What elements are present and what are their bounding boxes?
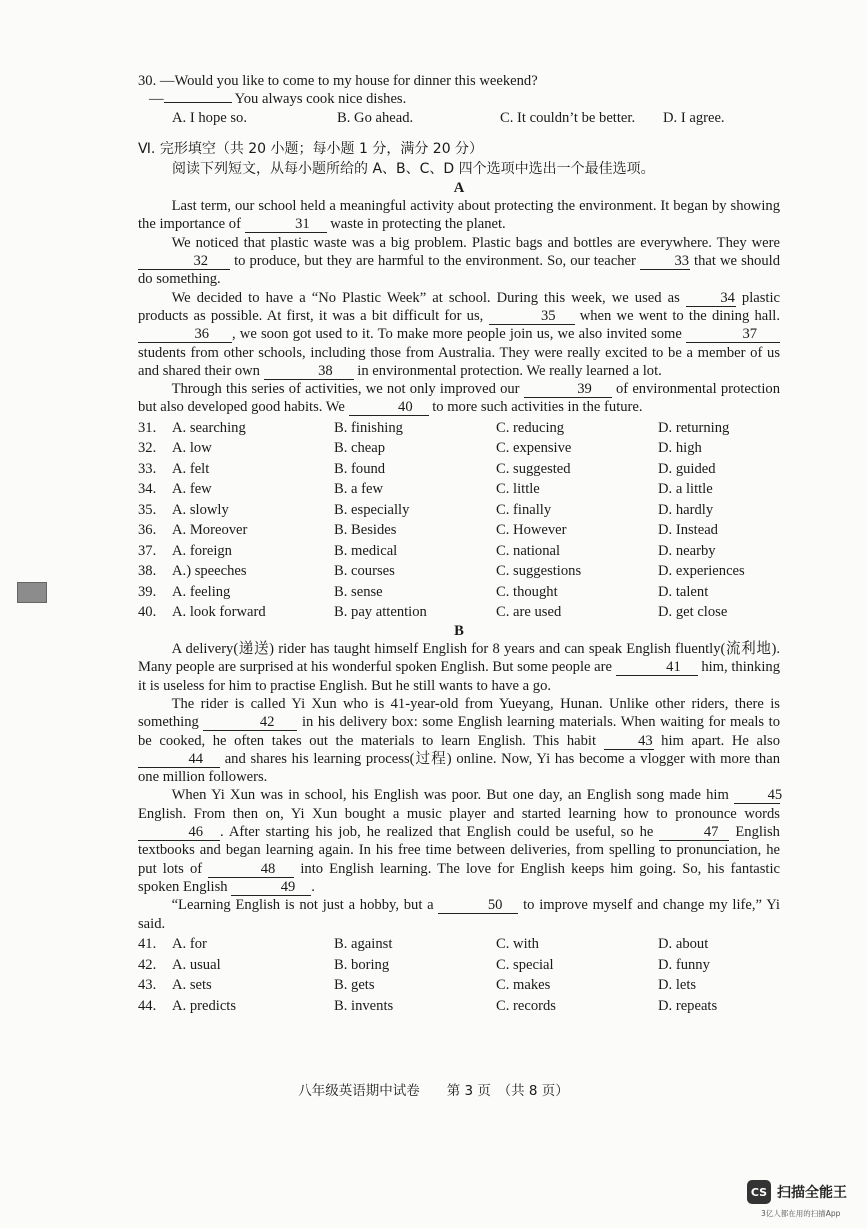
option-a[interactable]: A. Moreover: [172, 522, 248, 539]
blank-46[interactable]: 46: [138, 825, 220, 841]
option-d[interactable]: D. guided: [658, 460, 716, 477]
watermark-app-name: 扫描全能王: [777, 1185, 847, 1201]
q30-response: — You always cook nice dishes.: [138, 91, 407, 108]
blank-32[interactable]: 32: [138, 254, 230, 270]
passage-a-options: [138, 417, 780, 622]
option-d[interactable]: D. talent: [658, 583, 709, 600]
option-c[interactable]: C. However: [496, 522, 567, 539]
blank-35[interactable]: 35: [489, 309, 575, 325]
option-b[interactable]: B. invents: [334, 997, 394, 1014]
option-row: [138, 519, 780, 540]
question-number: 36.: [138, 522, 157, 539]
q30-blank: [164, 102, 232, 103]
option-a[interactable]: A. sets: [172, 977, 212, 993]
section-6-heading: Ⅵ. 完形填空（共 20 小题；每小题 1 分，满分 20 分）: [138, 140, 484, 157]
blank-49[interactable]: 49: [231, 880, 311, 896]
passage-a-paragraph-1: Last term, our school held a meaningful activity about protecting the environment. It began by showing the importance of 31 waste in protecting the planet.: [138, 198, 780, 233]
question-number: 34.: [138, 481, 157, 498]
passage-b-paragraph-1: A delivery(递送) rider has taught himself English for 8 years and can speak English fluently(流利地). Many people are surprised at his wonderful spoken English. But some people are 41 him, thinking it is useless for him to practise English. But he still wants to have a go.: [138, 641, 780, 694]
exam-page: [138, 72, 783, 1015]
option-c[interactable]: C. suggested: [496, 460, 571, 477]
blank-39[interactable]: 39: [524, 382, 612, 398]
option-c[interactable]: C. suggestions: [496, 563, 582, 580]
question-number: 35.: [138, 501, 157, 518]
section-6-header: [138, 139, 780, 179]
option-c[interactable]: C. little: [496, 481, 540, 498]
option-c[interactable]: C. national: [496, 542, 561, 559]
option-d[interactable]: D. about: [658, 936, 709, 952]
question-number: 37.: [138, 542, 157, 559]
option-b[interactable]: B. a few: [334, 481, 384, 498]
q30-options: [172, 109, 780, 127]
option-c[interactable]: C. with: [496, 936, 539, 952]
option-c[interactable]: C. expensive: [496, 440, 572, 457]
option-b[interactable]: B. sense: [334, 583, 383, 600]
option-d[interactable]: D. Instead: [658, 522, 718, 539]
question-number: 42.: [138, 956, 157, 973]
blank-43[interactable]: 43: [604, 734, 654, 750]
blank-36[interactable]: 36: [138, 327, 232, 343]
question-number: 38.: [138, 563, 157, 580]
passage-b-paragraph-4: “Learning English is not just a hobby, but a 50 to improve myself and change my life,” Yi said.: [138, 897, 780, 932]
option-row: [138, 458, 780, 479]
option-c[interactable]: C. are used: [496, 604, 562, 621]
option-a[interactable]: A. feeling: [172, 583, 231, 600]
camscanner-logo-icon: CS: [747, 1180, 771, 1204]
option-c[interactable]: C. finally: [496, 501, 552, 518]
option-b[interactable]: B. Besides: [334, 522, 397, 539]
passage-b-title: B: [454, 622, 464, 639]
option-a[interactable]: A.) speeches: [172, 563, 247, 580]
blank-45[interactable]: 45: [734, 788, 780, 804]
passage-a-paragraph-4: Through this series of activities, we not only improved our 39 of environmental protection but also developed good habits. We 40 to more such activities in the future.: [138, 381, 780, 416]
question-number: 44.: [138, 997, 157, 1014]
section-6-instructions: 阅读下列短文，从每小题所给的 A、B、C、D 四个选项中选出一个最佳选项。: [172, 160, 655, 177]
option-a[interactable]: A. felt: [172, 460, 210, 477]
blank-40[interactable]: 40: [349, 400, 429, 416]
option-row: [138, 540, 780, 561]
option-d[interactable]: D. a little: [658, 481, 713, 498]
blank-50[interactable]: 50: [438, 898, 518, 914]
blank-34[interactable]: 34: [686, 291, 736, 307]
q30-response-text: You always cook nice dishes.: [231, 91, 407, 108]
option-a[interactable]: A. low: [172, 440, 212, 457]
question-number: 40.: [138, 604, 157, 621]
passage-a-paragraph-2: We noticed that plastic waste was a big problem. Plastic bags and bottles are everywhere. They were 32 to produce, but they are harmful to the environment. So, our teacher 33 that we should do something.: [138, 234, 780, 288]
option-row: [138, 560, 780, 581]
question-number: 43.: [138, 977, 157, 993]
question-number: 41.: [138, 936, 157, 952]
option-d[interactable]: D. nearby: [658, 542, 716, 559]
page-footer: 八年级英语期中试卷 第 3 页 （共 8 页）: [298, 1083, 569, 1099]
scan-margin-mark: [17, 582, 47, 603]
option-row: [138, 499, 780, 520]
option-a[interactable]: A. foreign: [172, 542, 232, 559]
option-row: [138, 437, 780, 458]
option-a[interactable]: A. predicts: [172, 997, 237, 1014]
question-number: 32.: [138, 440, 157, 457]
question-number: 33.: [138, 460, 157, 477]
option-d[interactable]: D. funny: [658, 956, 710, 973]
option-b[interactable]: B. gets: [334, 977, 375, 993]
blank-38[interactable]: 38: [264, 364, 354, 380]
option-b[interactable]: B. finishing: [334, 419, 403, 436]
option-d[interactable]: D. repeats: [658, 997, 718, 1014]
watermark-tagline: 3亿人都在用的扫描App: [761, 1209, 841, 1218]
question-30: [138, 72, 780, 127]
option-c[interactable]: C. thought: [496, 583, 558, 600]
option-d[interactable]: D. lets: [658, 977, 697, 993]
q30-option-c: C. It couldn’t be better.: [500, 109, 636, 126]
option-c[interactable]: C. reducing: [496, 419, 565, 436]
option-b[interactable]: B. courses: [334, 563, 395, 580]
q30-stem: 30. —Would you like to come to my house for dinner this weekend?: [138, 73, 538, 89]
blank-42[interactable]: 42: [203, 715, 297, 731]
option-row: [138, 581, 780, 602]
option-b[interactable]: B. found: [334, 460, 386, 477]
blank-44[interactable]: 44: [138, 752, 220, 768]
option-row: [138, 417, 780, 438]
option-a[interactable]: A. for: [172, 936, 207, 952]
option-b[interactable]: B. pay attention: [334, 604, 427, 621]
passage-a-paragraph-3: We decided to have a “No Plastic Week” at school. During this week, we used as 34 plastic products as possible. At first, it was a bit difficult for us, 35 when we went to the dining hall. 36 , we soon got used to it. To make more people join us, we also invited some 37 students from other schools, including those from Australia. They were really excited to be a member of us and shared their own 38 in environmental protection. We really learned a lot.: [138, 289, 781, 379]
option-row: [138, 953, 780, 974]
passage-b-options: [138, 933, 780, 1015]
passage-b-paragraph-3: When Yi Xun was in school, his English was poor. But one day, an English song made him 45 English. From then on, Yi Xun bought a music player and started learning how to pronounce words 46 . After starting his job, he realized that English could be useful, so he 47 English textbooks and began learning again. In his free time between deliveries, from spelling to pronunciation, he put lots of 48 into English learning. The love for English keeps him going. So, his fantastic spoken English 49 .: [138, 787, 783, 895]
scanner-watermark: [747, 1180, 847, 1218]
q30-option-d: D. I agree.: [663, 109, 725, 126]
option-b[interactable]: B. medical: [334, 542, 398, 559]
option-b[interactable]: B. against: [334, 936, 393, 952]
blank-31[interactable]: 31: [245, 217, 327, 233]
blank-48[interactable]: 48: [208, 862, 294, 878]
option-a[interactable]: A. usual: [172, 956, 221, 973]
q30-option-b: B. Go ahead.: [337, 109, 414, 126]
option-d[interactable]: D. experiences: [658, 563, 745, 580]
passage-a-title: A: [453, 179, 465, 196]
option-row: [138, 974, 780, 995]
option-c[interactable]: C. special: [496, 956, 554, 973]
passage-b: [138, 640, 783, 933]
passage-b-paragraph-2: The rider is called Yi Xun who is 41-year-old from Yueyang, Hunan. Unlike other riders, there is something 42 in his delivery box: some English learning materials. When waiting for meals to be cooked, he often takes out the materials to learn English. This habit 43 him apart. He also 44 and shares his learning process(过程) online. Now, Yi has become a vlogger with more than one million followers.: [138, 695, 781, 786]
option-a[interactable]: A. look forward: [172, 604, 266, 621]
question-number: 31.: [138, 419, 157, 436]
question-number: 39.: [138, 583, 157, 600]
blank-33[interactable]: 33: [640, 254, 690, 270]
blank-47[interactable]: 47: [659, 825, 729, 841]
option-a[interactable]: A. searching: [172, 419, 246, 436]
option-row: [138, 601, 780, 622]
option-d[interactable]: D. get close: [658, 604, 728, 621]
q30-option-a: A. I hope so.: [172, 109, 247, 126]
passage-a: [138, 197, 780, 417]
option-b[interactable]: B. cheap: [334, 440, 386, 457]
option-c[interactable]: C. records: [496, 997, 556, 1014]
option-d[interactable]: D. high: [658, 440, 702, 457]
option-b[interactable]: B. especially: [334, 501, 410, 518]
blank-37[interactable]: 37: [686, 327, 780, 343]
option-a[interactable]: A. few: [172, 481, 212, 498]
blank-41[interactable]: 41: [616, 660, 698, 676]
option-b[interactable]: B. boring: [334, 956, 390, 973]
option-row: [138, 478, 780, 499]
option-d[interactable]: D. returning: [658, 419, 730, 436]
option-a[interactable]: A. slowly: [172, 501, 229, 518]
option-c[interactable]: C. makes: [496, 977, 551, 993]
option-d[interactable]: D. hardly: [658, 501, 714, 518]
option-row: [138, 994, 780, 1015]
option-row: [138, 933, 780, 954]
